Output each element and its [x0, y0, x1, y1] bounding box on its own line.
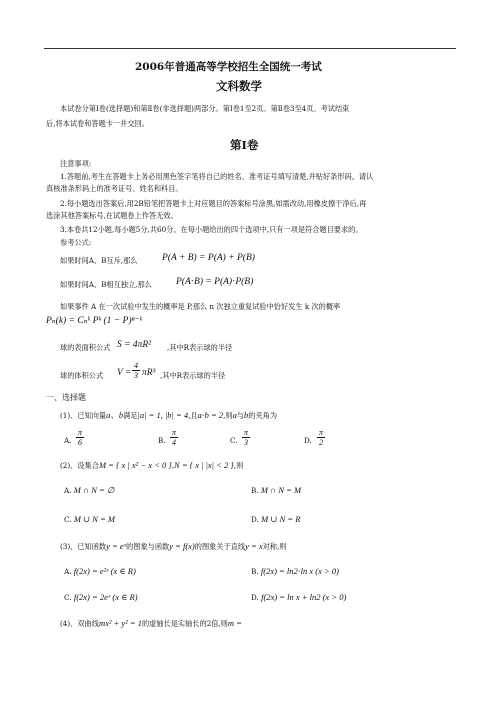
- q3-option-b[interactable]: [251, 567, 339, 576]
- intro-line-1: 本试卷分第Ⅰ卷(选择题)和第Ⅱ卷(非选择题)两部分。第Ⅰ卷1至2页。第Ⅱ卷3至4页。考试结束: [60, 104, 350, 113]
- formula4-post: ,其中R表示球的半径: [167, 343, 233, 352]
- notice-item1-line2: 真核准条形码上的准考证号、姓名和科目。: [46, 184, 183, 193]
- formula5-fraction: [131, 361, 141, 380]
- q1-option-c-fraction[interactable]: [241, 428, 251, 447]
- header-rule: [44, 48, 456, 49]
- q3-option-a-label: A.: [64, 567, 72, 576]
- q4-equation: mx² + y² = 1: [98, 618, 142, 628]
- q3-line: y = x: [245, 541, 263, 551]
- formula5-frac-num: 4: [134, 361, 138, 370]
- q2-set-m: M = { x | x² − x < 0 }: [98, 460, 172, 470]
- q2-option-a[interactable]: [64, 486, 114, 495]
- q3-stem-c: 的图象关于直线: [194, 542, 246, 551]
- q3-option-a-math: f(2x) = e²ˣ (x ∈ R): [73, 566, 136, 576]
- q1-stem-cond: |a| = 1, |b| = 4,: [137, 410, 191, 420]
- q2-option-d-math: M ∪ N = R: [261, 514, 301, 524]
- formula5-pre: 球的体积公式: [60, 371, 104, 380]
- formula4-pre: 球的表面积公式: [60, 343, 111, 352]
- q1-stem-vars: a、b: [106, 410, 124, 420]
- formula2-text: 如果时间A、B相互独立,那么: [60, 280, 152, 289]
- q4-stem-b: 的虚轴长是实轴长的2倍,则: [141, 619, 228, 628]
- intro-line-2: 后,将本试卷和答题卡一并交回。: [46, 119, 149, 128]
- q3-option-b-label: B.: [251, 567, 259, 576]
- notice-item1-line1: 1.答题前,考生在答题卡上务必用黑色签字笔将自己的姓名、准考证号填写清楚,并贴好条形码。请认: [60, 172, 374, 181]
- formula-heading: 参考公式:: [60, 238, 92, 247]
- exam-title: 2006年普通高等学校招生全国统一考试: [135, 61, 322, 73]
- q4-m-equals: m =: [227, 618, 242, 628]
- section-heading: 一、选择题: [46, 393, 86, 402]
- q2-stem-a: (2)、设集合: [60, 461, 99, 470]
- q2-option-b-label: B.: [251, 486, 259, 495]
- formula1-math: P(A + B) = P(A) + P(B): [162, 253, 255, 263]
- q1-option-b-den: 4: [172, 438, 176, 447]
- q3-option-c[interactable]: [64, 593, 138, 602]
- q1-stem-e: 与: [236, 411, 245, 420]
- q3-stem: [60, 542, 286, 551]
- q2-stem-sep: ,: [171, 461, 175, 470]
- q2-option-b[interactable]: [251, 486, 301, 495]
- notice-heading: 注意事项:: [60, 159, 92, 168]
- q1-option-c-den: 3: [244, 438, 248, 447]
- q2-option-a-math: M ∩ N = ∅: [73, 485, 115, 495]
- q1-option-c-label[interactable]: C.: [230, 436, 238, 445]
- q1-option-a-label[interactable]: A.: [64, 436, 72, 445]
- subject-title: 文科数学: [216, 79, 262, 93]
- notice-item2-line1: 2.每小题选出答案后,用2B铅笔把答题卡上对应题目的答案标号涂黑,如需改动,用橡皮擦干净后,再: [60, 199, 367, 208]
- formula5-math-v: V =: [117, 368, 132, 378]
- q1-stem-b-vec: b: [244, 410, 249, 420]
- q3-option-d-math: f(2x) = ln x + ln2 (x > 0): [261, 592, 347, 602]
- q1-option-b-label[interactable]: B.: [158, 436, 166, 445]
- q1-option-d-num: π: [318, 428, 323, 437]
- q2-option-c-label: C.: [64, 515, 72, 524]
- q3-stem-b: 的图象与函数: [126, 542, 170, 551]
- q4-stem: [60, 619, 242, 628]
- q1-option-d-fraction[interactable]: [316, 428, 326, 447]
- formula3-math: Pₙ(k) = Cₙᵏ Pᵏ (1 − P)ⁿ⁻ᵏ: [46, 316, 143, 326]
- q2-option-c[interactable]: [64, 515, 115, 524]
- q1-option-a-num: π: [77, 428, 82, 437]
- formula1-text: 如果时间A、B互斥,那么: [60, 256, 138, 265]
- formula2-math: P(A⋅B) = P(A)⋅P(B): [176, 277, 254, 287]
- q2-option-d[interactable]: [251, 515, 300, 524]
- q3-stem-a: (3)、已知函数: [60, 542, 107, 551]
- formula3-text: 如果事件 A 在一次试验中发生的概率是 P,那么 n 次独立重复试验中恰好发生 k 次的概率: [60, 302, 341, 311]
- q1-option-a-den: 6: [78, 438, 82, 447]
- q1-option-d-label[interactable]: D.: [304, 436, 312, 445]
- q1-stem: [60, 411, 277, 420]
- q3-option-b-math: f(2x) = ln2⋅ln x (x > 0): [260, 566, 339, 576]
- q2-set-n: N = { x | |x| < 2 }: [174, 460, 234, 470]
- notice-item3: 3.本卷共12小题,每小题5分,共60分。在每小题给出的四个选项中,只有一项是符合题目要求的。: [60, 225, 363, 234]
- q2-stem: [60, 461, 243, 470]
- q1-stem-dot: a⋅b = 2: [197, 410, 224, 420]
- q3-option-c-math: f(2x) = 2eˣ (x ∈ R): [73, 592, 138, 602]
- q3-func-2: y = f(x): [169, 541, 195, 551]
- q1-option-a-fraction[interactable]: [75, 428, 85, 447]
- q3-stem-d: 对称,则: [262, 542, 287, 551]
- formula5-math-rest: πR³: [142, 368, 156, 378]
- q2-option-c-math: M ∪ N = M: [73, 514, 116, 524]
- formula5-frac-den: 3: [134, 371, 138, 380]
- q1-stem-a: (1)、已知向量: [60, 411, 107, 420]
- q3-option-c-label: C.: [64, 593, 72, 602]
- q2-stem-b: ,则: [233, 461, 244, 470]
- q1-option-b-fraction[interactable]: [169, 428, 179, 447]
- q1-stem-a-vec: a: [232, 410, 237, 420]
- part-title: 第Ⅰ卷: [230, 138, 259, 152]
- q3-option-a[interactable]: [64, 567, 136, 576]
- notice-item2-line2: 选涂其他答案标号,在试题卷上作答无效。: [46, 211, 178, 220]
- q2-option-b-math: M ∩ N = M: [260, 485, 302, 495]
- q3-option-d[interactable]: [251, 593, 346, 602]
- q4-stem-a: (4)、双曲线: [60, 619, 99, 628]
- q1-stem-c: 且: [190, 411, 198, 420]
- q2-option-a-label: A.: [64, 486, 72, 495]
- q1-stem-f: 的夹角为: [248, 411, 278, 420]
- q1-option-c-num: π: [243, 428, 248, 437]
- formula4-math: S = 4πR²: [117, 340, 152, 350]
- q1-stem-d: ,则: [223, 411, 233, 420]
- formula5-post: ,其中R表示球的半径: [160, 371, 226, 380]
- q3-option-d-label: D.: [251, 593, 259, 602]
- q1-option-b-num: π: [171, 428, 176, 437]
- q1-option-d-den: 2: [319, 438, 323, 447]
- q3-func-1: y = eˣ: [106, 541, 127, 551]
- q1-stem-b: 满足: [123, 411, 138, 420]
- q2-option-d-label: D.: [251, 515, 259, 524]
